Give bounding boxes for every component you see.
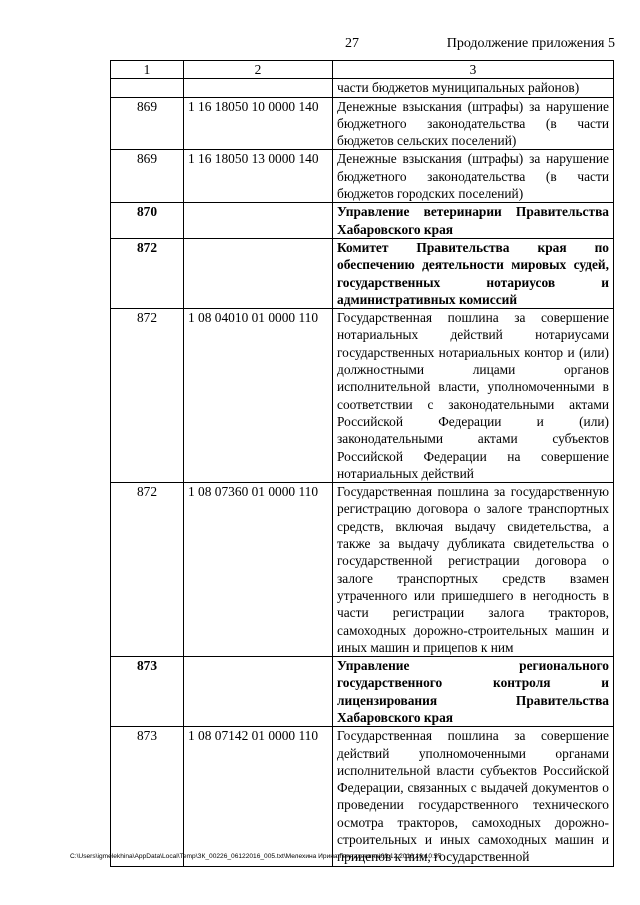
revenue-code-cell: 1 08 07360 01 0000 110: [184, 483, 333, 657]
revenue-codes-table: [110, 60, 614, 867]
admin-code-cell: 872: [111, 483, 184, 657]
description-cell: Денежные взыскания (штрафы) за нарушение бюджетного законодательства (в части бюджетов городских поселений): [333, 150, 614, 203]
revenue-code-cell: [184, 657, 333, 727]
admin-code-cell: 869: [111, 150, 184, 203]
revenue-code-cell: [184, 203, 333, 239]
description-cell: Денежные взыскания (штрафы) за нарушение бюджетного законодательства (в части бюджетов сельских поселений): [333, 97, 614, 150]
table-row: [111, 483, 614, 657]
table-row: [111, 727, 614, 866]
continuation-label: Продолжение приложения 5: [446, 36, 615, 51]
column-number-1: 1: [111, 61, 184, 79]
description-cell: Государственная пошлина за совершение действий уполномоченными органами исполнительной власти субъектов Российской Федерации, связанных с выдачей документов о проведении государственного технического осмотра тракторов, самоходных дорожно-строительных и иных самоходных машин и прицепов к ним, государственной: [333, 727, 614, 866]
administrator-name-cell: Управление ветеринарии Правительства Хабаровского края: [333, 203, 614, 239]
table-row-administrator: [111, 203, 614, 239]
description-cell: части бюджетов муниципальных районов): [333, 79, 614, 97]
admin-code-cell: 870: [111, 203, 184, 239]
table-header-row: [111, 61, 614, 79]
table-row: [111, 309, 614, 483]
admin-code-cell: 873: [111, 657, 184, 727]
revenue-code-cell: 1 16 18050 13 0000 140: [184, 150, 333, 203]
file-path-footer: C:\Users\igmelekhina\AppData\Local\Temp\ЗК_00226_06122016_005.txt\Мелехина Ирина Геннадьевна\09.12.2016 10:10:57: [70, 853, 442, 860]
revenue-code-cell: 1 08 07142 01 0000 110: [184, 727, 333, 866]
administrator-name-cell: Комитет Правительства края по обеспечению деятельности мировых судей, государственных нотариусов и административных комиссий: [333, 238, 614, 308]
table-row: [111, 150, 614, 203]
admin-code-cell: 872: [111, 238, 184, 308]
admin-code-cell: 873: [111, 727, 184, 866]
revenue-code-cell: [184, 238, 333, 308]
table-row-administrator: [111, 238, 614, 308]
page-header: [0, 34, 640, 54]
revenue-code-cell: [184, 79, 333, 97]
table-row: [111, 97, 614, 150]
revenue-code-cell: 1 16 18050 10 0000 140: [184, 97, 333, 150]
table-row: [111, 79, 614, 97]
admin-code-cell: 869: [111, 97, 184, 150]
description-cell: Государственная пошлина за государственную регистрацию договора о залоге транспортных средств, включая выдачу свидетельства, а также за выдачу дубликата свидетельства о государственной регистрации договора о залоге транспортных средств взамен утраченного или пришедшего в негодность в части регистрации залога тракторов, самоходных дорожно-строительных машин и иных машин и прицепов к ним: [333, 483, 614, 657]
column-number-2: 2: [184, 61, 333, 79]
admin-code-cell: [111, 79, 184, 97]
administrator-name-cell: Управление регионального государственного контроля и лицензирования Правительства Хабаровского края: [333, 657, 614, 727]
revenue-code-cell: 1 08 04010 01 0000 110: [184, 309, 333, 483]
table-row-administrator: [111, 657, 614, 727]
column-number-3: 3: [333, 61, 614, 79]
description-cell: Государственная пошлина за совершение нотариальных действий нотариусами государственных нотариальных контор и (или) должностными лицами органов исполнительной власти, уполномоченными в соответствии с законодательными актами Российской Федерации и (или) законодательными актами субъектов Российской Федерации на совершение нотариальных действий: [333, 309, 614, 483]
admin-code-cell: 872: [111, 309, 184, 483]
page-number: 27: [345, 36, 359, 51]
